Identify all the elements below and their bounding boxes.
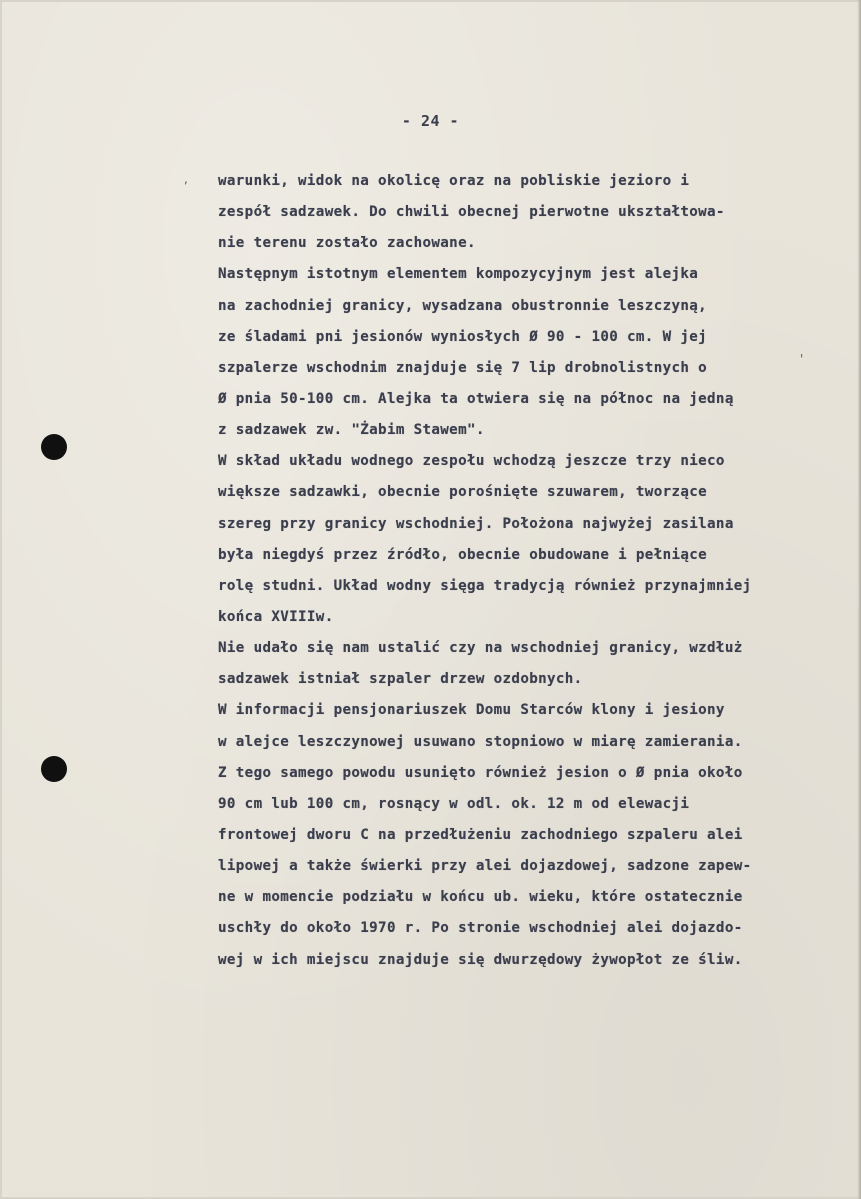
stray-mark: ' bbox=[800, 352, 804, 366]
typewritten-text-body bbox=[218, 166, 858, 976]
text-line: wej w ich miejscu znajduje się dwurzędowy żywopłot ze śliw. bbox=[218, 951, 743, 968]
text-line: zespół sadzawek. Do chwili obecnej pierwotne ukształtowa- bbox=[218, 204, 725, 221]
text-line: lipowej a także świerki przy alei dojazdowej, sadzone zapew- bbox=[218, 858, 752, 875]
text-line: nie terenu zostało zachowane. bbox=[218, 235, 476, 252]
text-line: W informacji pensjonariuszek Domu Starców klony i jesiony bbox=[218, 702, 725, 719]
text-line: frontowej dworu C na przedłużeniu zachodniego szpaleru alei bbox=[218, 826, 743, 843]
text-line: Z tego samego powodu usunięto również jesion o Ø pnia około bbox=[218, 764, 743, 781]
text-line: rolę studni. Układ wodny sięga tradycją również przynajmniej bbox=[218, 577, 752, 594]
stray-mark: , bbox=[184, 172, 188, 186]
text-line: szpalerze wschodnim znajduje się 7 lip drobnolistnych o bbox=[218, 359, 708, 376]
page-number: - 24 - bbox=[401, 112, 460, 130]
text-line: 90 cm lub 100 cm, rosnący w odl. ok. 12 m od elewacji bbox=[218, 795, 690, 812]
text-line: Nie udało się nam ustalić czy na wschodniej granicy, wzdłuż bbox=[218, 640, 743, 657]
text-line: ne w momencie podziału w końcu ub. wieku, które ostatecznie bbox=[218, 889, 743, 906]
text-line: W skład układu wodnego zespołu wchodzą jeszcze trzy nieco bbox=[218, 453, 725, 470]
text-line: ze śladami pni jesionów wyniosłych Ø 90 - 100 cm. W jej bbox=[218, 328, 708, 345]
punch-hole-top bbox=[41, 434, 67, 460]
text-line: była niegdyś przez źródło, obecnie obudowane i pełniące bbox=[218, 546, 708, 563]
text-line: z sadzawek zw. "Żabim Stawem". bbox=[218, 422, 485, 439]
text-line: na zachodniej granicy, wysadzana obustronnie leszczyną, bbox=[218, 297, 708, 314]
text-line: końca XVIIIw. bbox=[218, 608, 334, 625]
punch-hole-bottom bbox=[41, 756, 67, 782]
text-line: warunki, widok na okolicę oraz na pobliskie jezioro i bbox=[218, 173, 690, 189]
text-line: uschły do około 1970 r. Po stronie wschodniej alei dojazdo- bbox=[218, 920, 743, 937]
text-line: większe sadzawki, obecnie porośnięte szuwarem, tworzące bbox=[218, 484, 708, 501]
text-line: w alejce leszczynowej usuwano stopniowo w miarę zamierania. bbox=[218, 733, 743, 750]
text-line: Ø pnia 50-100 cm. Alejka ta otwiera się na północ na jedną bbox=[218, 390, 734, 407]
text-line: Następnym istotnym elementem kompozycyjnym jest alejka bbox=[218, 266, 699, 283]
text-line: szereg przy granicy wschodniej. Położona najwyżej zasilana bbox=[218, 515, 734, 532]
text-line: sadzawek istniał szpaler drzew ozdobnych. bbox=[218, 671, 583, 688]
